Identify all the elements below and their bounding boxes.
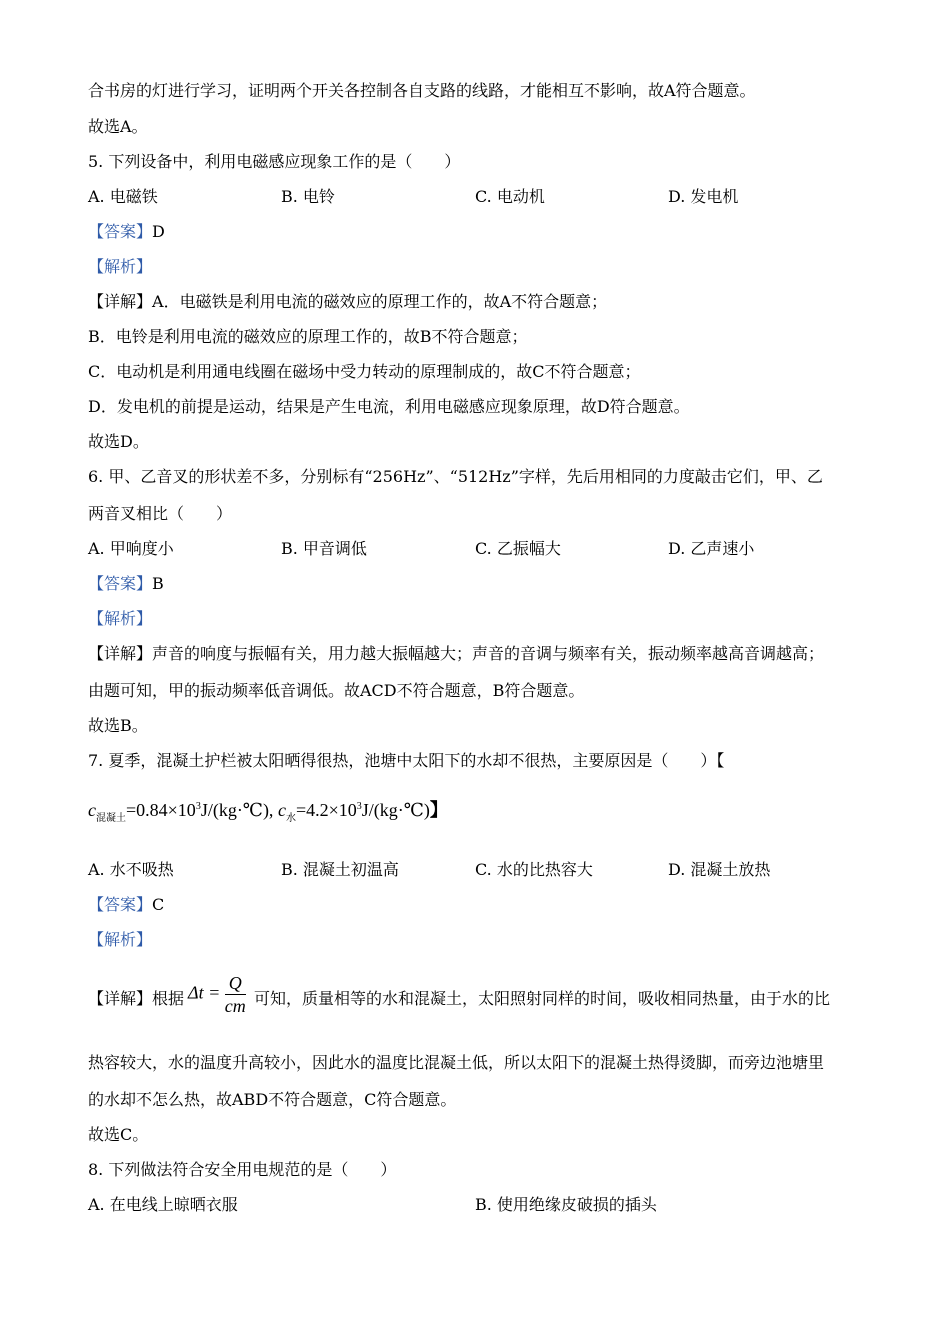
- delta-t-formula: [188, 972, 246, 1017]
- detail-tag: 【详解】: [88, 292, 153, 311]
- text-line: 故选A。: [88, 117, 148, 136]
- q8-option-b: B. 使用绝缘皮破损的插头: [475, 1195, 657, 1214]
- text-line: B．电铃是利用电流的磁效应的原理工作的，故B不符合题意；: [88, 327, 528, 346]
- q5-option-a: A. 电磁铁: [88, 187, 158, 206]
- q6-option-b: B. 甲音调低: [281, 539, 367, 558]
- formula-part: =4.2×10: [295, 800, 357, 820]
- fraction: [225, 972, 246, 1017]
- question-8: 8. 下列做法符合安全用电规范的是（ ）: [88, 1160, 397, 1179]
- q5-analysis-tag: 【解析】: [88, 257, 153, 276]
- detail-tag: 【详解】: [88, 989, 153, 1008]
- formula-unit: J/(kg·℃): [361, 800, 430, 820]
- detail-text: A．电磁铁是利用电流的磁效应的原理工作的，故A不符合题意；: [152, 292, 608, 311]
- answer-tag: 【答案】: [88, 222, 153, 241]
- formula-c: c: [277, 800, 286, 820]
- q6-analysis-tag: 【解析】: [88, 609, 153, 628]
- q7-answer: [88, 894, 164, 916]
- q6-answer: [88, 573, 164, 595]
- question-5: 5. 下列设备中，利用电磁感应现象工作的是（ ）: [88, 152, 461, 171]
- detail-tag: 【详解】: [88, 644, 153, 663]
- question-6: 6. 甲、乙音叉的形状差不多，分别标有“256Hz”、“512Hz”字样，先后用相同的力度敲击它们，甲、乙: [88, 467, 823, 486]
- formula-part: =0.84×10: [126, 800, 196, 820]
- q7-option-c: C. 水的比热容大: [475, 860, 593, 879]
- text-line: 故选D。: [88, 432, 149, 451]
- text-line: 故选B。: [88, 716, 148, 735]
- text-line: 两音叉相比（ ）: [88, 504, 233, 523]
- q5-option-b: B. 电铃: [281, 187, 335, 206]
- q7-analysis-tag: 【解析】: [88, 930, 153, 949]
- text-line: D．发电机的前提是运动，结果是产生电流，利用电磁感应现象原理，故D符合题意。: [88, 397, 690, 416]
- formula-unit: J/(kg·℃),: [200, 800, 274, 820]
- answer-tag: 【答案】: [88, 895, 153, 914]
- q6-option-d: D. 乙声速小: [668, 539, 755, 558]
- q8-option-a: A. 在电线上晾晒衣服: [88, 1195, 238, 1214]
- answer-value: C: [152, 895, 165, 914]
- text-line: 由题可知，甲的振动频率低音调低。故ACD不符合题意，B符合题意。: [88, 681, 585, 700]
- q7-option-b: B. 混凝土初温高: [281, 860, 399, 879]
- q5-option-c: C. 电动机: [475, 187, 545, 206]
- formula-exp: 3: [195, 801, 201, 812]
- q7-option-d: D. 混凝土放热: [668, 860, 771, 879]
- answer-tag: 【答案】: [88, 574, 153, 593]
- formula-sub: 混凝土: [96, 813, 126, 824]
- text-line: 故选C。: [88, 1125, 149, 1144]
- q7-option-a: A. 水不吸热: [88, 860, 174, 879]
- q5-answer: [88, 221, 165, 243]
- fraction-denominator: cm: [224, 996, 246, 1016]
- delta-t-label: Δt =: [188, 982, 221, 1003]
- formula-bracket: 】: [429, 800, 448, 820]
- detail-text: 声音的响度与振幅有关，用力越大振幅越大；声音的音调与频率有关，振动频率越高音调越高；: [152, 644, 825, 663]
- detail-text: 根据: [152, 989, 185, 1008]
- formula-c: c: [88, 800, 96, 820]
- q6-detail: [88, 643, 824, 665]
- answer-value: D: [152, 222, 165, 241]
- q5-option-d: D. 发电机: [668, 187, 739, 206]
- question-7: 7. 夏季，混凝土护栏被太阳晒得很热，池塘中太阳下的水却不很热，主要原因是（ ）【: [88, 751, 725, 770]
- text-line: C．电动机是利用通电线圈在磁场中受力转动的原理制成的，故C不符合题意；: [88, 362, 641, 381]
- specific-heat-formula: [88, 796, 448, 824]
- formula-exp: 3: [356, 801, 362, 812]
- text-line: 合书房的灯进行学习，证明两个开关各控制各自支路的线路，才能相互不影响，故A符合题意。: [88, 81, 756, 100]
- fraction-numerator: Q: [225, 972, 246, 995]
- q6-option-c: C. 乙振幅大: [475, 539, 561, 558]
- answer-value: B: [152, 574, 164, 593]
- text-line: 热容较大，水的温度升高较小，因此水的温度比混凝土低，所以太阳下的混凝土热得烫脚，而旁边池塘里: [88, 1053, 825, 1072]
- q6-option-a: A. 甲响度小: [88, 539, 174, 558]
- q5-detail: [88, 291, 607, 313]
- text-line: 的水却不怎么热，故ABD不符合题意，C符合题意。: [88, 1090, 457, 1109]
- detail-text: 可知，质量相等的水和混凝土，太阳照射同样的时间，吸收相同热量，由于水的比: [254, 989, 831, 1008]
- formula-sub: 水: [285, 813, 296, 824]
